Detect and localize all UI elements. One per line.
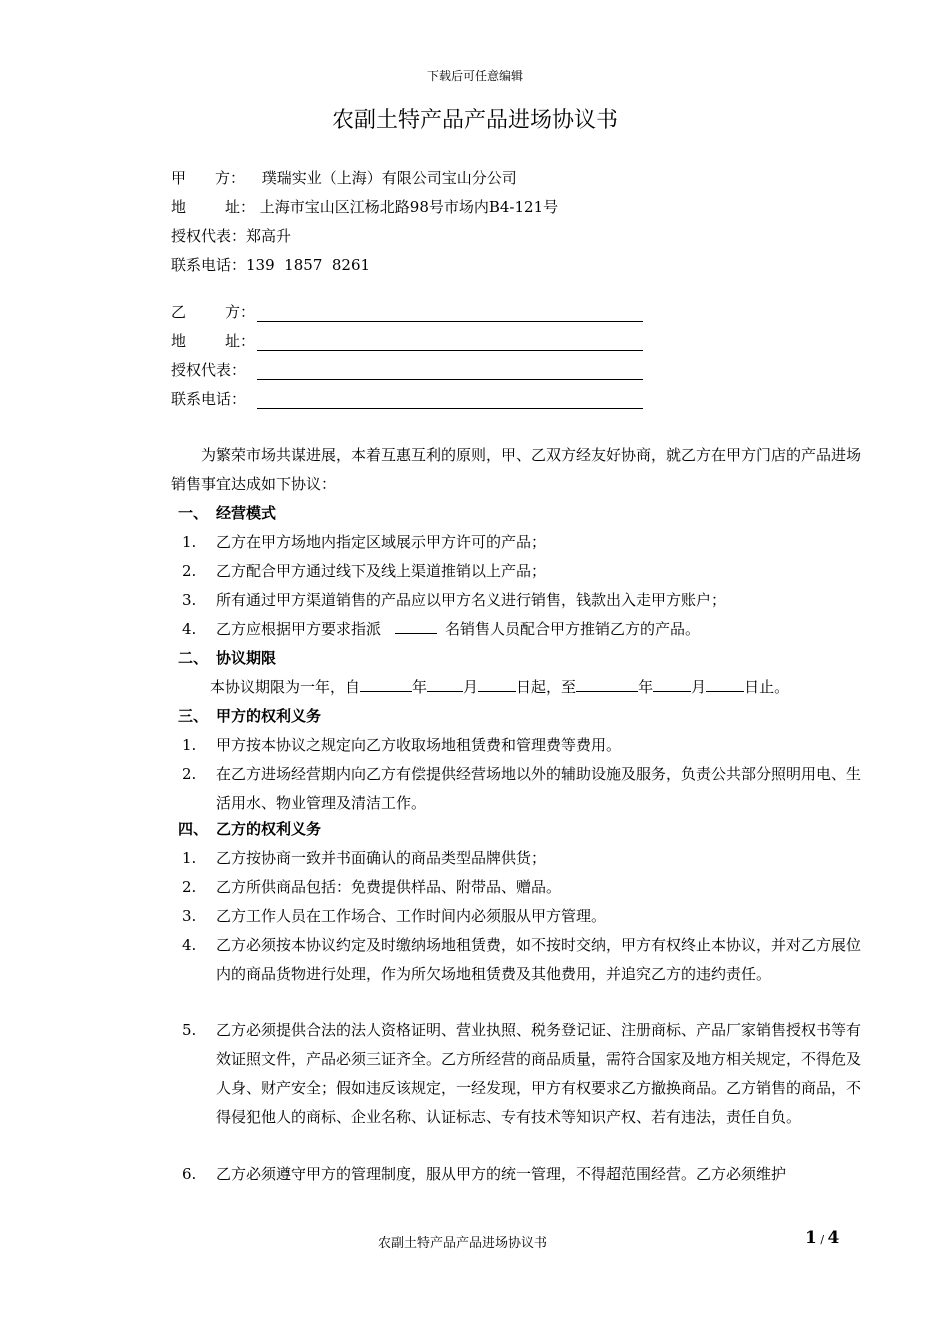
list-item: 1. 甲方按本协议之规定向乙方收取场地租赁费和管理费等费用。: [182, 736, 622, 754]
footer-title: 农副土特产品产品进场协议书: [378, 1236, 548, 1251]
start-day-field[interactable]: [478, 675, 516, 692]
party-b-rep-row: [171, 360, 643, 380]
list-item: 2. 在乙方进场经营期内向乙方有偿提供经营场地以外的辅助设施及服务，负责公共部分照明用电、生活用水、物业管理及清洁工作。: [182, 765, 862, 812]
term-sentence: 本协议期限为一年，自 年 月 日起，至 年 月 日止。: [210, 673, 900, 702]
section-heading-4: 四、 乙方的权利义务: [178, 820, 322, 838]
list-item: 1. 乙方按协商一致并书面确认的商品类型品牌供货；: [182, 849, 547, 867]
section-heading-1: 一、 经营模式: [178, 504, 277, 522]
party-b-tel-field[interactable]: [257, 392, 643, 409]
intro-paragraph: 为繁荣市场共谋进展，本着互惠互利的原则，甲、乙双方经友好协商，就乙方在甲方门店的产品进场销售事宜达成如下协议：: [171, 446, 862, 493]
list-item: 2. 乙方所供商品包括：免费提供样品、附带品、赠品。: [182, 878, 562, 896]
party-a-name: 璞瑞实业（上海）有限公司宝山分公司: [261, 169, 517, 187]
salesperson-count-field[interactable]: [395, 617, 437, 634]
party-a-address-row: [171, 197, 558, 217]
party-a-rep: 郑高升: [246, 227, 292, 245]
list-item: 5. 乙方必须提供合法的法人资格证明、营业执照、税务登记证、注册商标、产品厂家销售授权书等有效证照文件，产品必须三证齐全。乙方所经营的商品质量，需符合国家及地方相关规定，不得危及人身、财产安全；假如违反该规定，一经发现，甲方有权要求乙方撤换商品。乙方销售的商品，不得侵犯他人的商标、企业名称、认证标志、专有技术等知识产权、若有违法，责任自负。: [182, 1021, 862, 1126]
list-item: 4. 乙方必须按本协议约定及时缴纳场地租赁费，如不按时交纳，甲方有权终止本协议，并对乙方展位内的商品货物进行处理，作为所欠场地租赁费及其他费用，并追究乙方的违约责任。: [182, 936, 862, 983]
document-title: 农副土特产品产品进场协议书: [331, 108, 618, 133]
party-a-rep-label: 授权代表：: [171, 227, 247, 245]
party-b-rep-field[interactable]: [257, 363, 643, 380]
start-year-field[interactable]: [360, 675, 412, 692]
list-item: 1. 乙方在甲方场地内指定区域展示甲方许可的产品；: [182, 533, 547, 551]
list-item: 4. 乙方应根据甲方要求指派 名销售人员配合甲方推销乙方的产品。: [182, 615, 862, 644]
party-b-tel-row: [171, 389, 643, 409]
list-item: 3. 乙方工作人员在工作场合、工作时间内必须服从甲方管理。: [182, 907, 607, 925]
party-b-label: 乙 方：: [171, 303, 255, 321]
list-item: 2. 乙方配合甲方通过线下及线上渠道推销以上产品；: [182, 562, 547, 580]
header-note: 下载后可任意编辑: [426, 69, 523, 83]
party-a-tel: 139 1857 8261: [246, 256, 371, 274]
section-heading-3: 三、 甲方的权利义务: [178, 707, 322, 725]
party-b-address-label: 地 址：: [171, 332, 255, 350]
party-a-rep-row: [171, 226, 291, 246]
party-a-name-row: [171, 168, 517, 188]
party-b-rep-label: 授权代表：: [171, 361, 247, 379]
party-a-label: 甲 方：: [171, 169, 245, 187]
list-item: 3. 所有通过甲方渠道销售的产品应以甲方名义进行销售，钱款出入走甲方账户；: [182, 591, 727, 609]
end-day-field[interactable]: [706, 675, 744, 692]
start-month-field[interactable]: [427, 675, 463, 692]
end-year-field[interactable]: [576, 675, 638, 692]
party-a-tel-label: 联系电话：: [171, 256, 247, 274]
page-number: 1 / 4: [805, 1228, 840, 1248]
party-b-name-row: [171, 302, 643, 322]
party-b-name-field[interactable]: [257, 305, 643, 322]
section-heading-2: 二、 协议期限: [178, 649, 277, 667]
list-item: 6. 乙方必须遵守甲方的管理制度，服从甲方的统一管理，不得超范围经营。乙方必须维护: [182, 1165, 787, 1183]
party-a-tel-row: [171, 255, 370, 275]
party-b-address-field[interactable]: [257, 334, 643, 351]
party-b-tel-label: 联系电话：: [171, 390, 247, 408]
party-a-address-label: 地 址：: [171, 198, 255, 216]
party-b-address-row: [171, 331, 643, 351]
end-month-field[interactable]: [653, 675, 691, 692]
party-a-address: 上海市宝山区江杨北路98号市场内B4-121号: [259, 198, 559, 216]
